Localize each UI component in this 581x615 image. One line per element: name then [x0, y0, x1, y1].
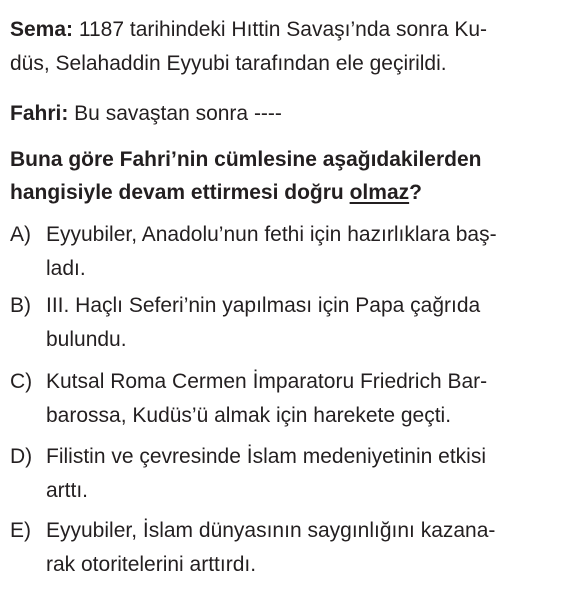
- option-c-letter: C): [10, 370, 33, 393]
- speaker-fahri: Fahri:: [10, 102, 75, 125]
- option-e-letter: E): [10, 519, 31, 542]
- dialogue-sema-text-1: 1187 tarihindeki Hıttin Savaşı’nda sonra Ku-: [78, 18, 488, 41]
- question-stem-text: hangisiyle devam ettirmesi doğru: [10, 181, 350, 204]
- question-negative-emphasis: olmaz: [349, 181, 410, 204]
- option-a-text-2: ladı.: [46, 257, 86, 280]
- question-stem-line-2: [10, 180, 422, 206]
- dialogue-sema-text-2: düs, Selahaddin Eyyubi tarafından ele geçirildi.: [10, 52, 447, 75]
- option-b-text-2: bulundu.: [46, 328, 127, 351]
- option-e-text-2: rak otoritelerini arttırdı.: [46, 553, 257, 576]
- option-a-text-1: Eyyubiler, Anadolu’nun fethi için hazırlıklara baş-: [46, 223, 497, 246]
- option-b-text-1: III. Haçlı Seferi’nin yapılması için Papa çağrıda: [46, 294, 481, 317]
- speaker-sema: Sema:: [10, 18, 79, 41]
- option-b-letter: B): [10, 294, 31, 317]
- dialogue-fahri-text: Bu savaştan sonra ----: [74, 102, 282, 125]
- option-c-text-2: barossa, Kudüs’ü almak için harekete geçti.: [46, 404, 452, 427]
- question-stem-line-1: Buna göre Fahri’nin cümlesine aşağıdakilerden: [10, 148, 482, 171]
- option-a-letter: A): [10, 223, 31, 246]
- dialogue-fahri-line: [10, 101, 282, 127]
- dialogue-sema-line-2: [10, 51, 447, 77]
- dialogue-sema-line-1: [10, 17, 487, 43]
- option-d-text-2: arttı.: [46, 479, 89, 502]
- option-c-text-1: Kutsal Roma Cermen İmparatoru Friedrich Bar-: [46, 370, 488, 393]
- question-mark: ?: [409, 181, 422, 204]
- option-d-letter: D): [10, 445, 33, 468]
- option-d-text-1: Filistin ve çevresinde İslam medeniyetinin etkisi: [46, 445, 487, 468]
- option-e-text-1: Eyyubiler, İslam dünyasının saygınlığını kazana-: [46, 519, 496, 542]
